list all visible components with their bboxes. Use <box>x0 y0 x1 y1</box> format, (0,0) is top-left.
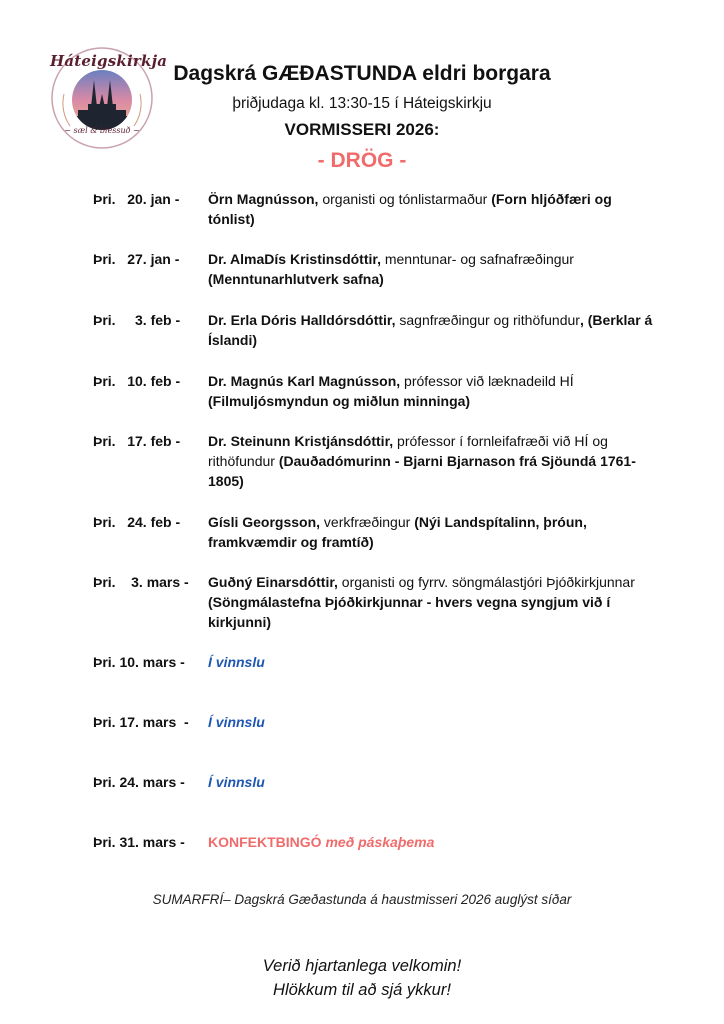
draft-label: - DRÖG - <box>317 149 407 172</box>
schedule-date: Þri. 24. feb - <box>93 514 181 530</box>
talk-topic: (Forn hljóðfæri og tónlist) <box>208 191 612 227</box>
schedule-item <box>93 431 653 491</box>
speaker-name: Guðný Einarsdóttir, <box>208 574 338 590</box>
logo-name: Háteigskirkja <box>50 52 168 70</box>
bingo-label: KONFEKTBINGÓ <box>208 834 326 850</box>
schedule-item <box>93 189 653 229</box>
speaker-role: organisti og tónlistarmaður <box>318 191 492 207</box>
speaker-role: sagnfræðingur og rithöfundur <box>395 312 580 328</box>
speaker-role: prófessor við læknadeild HÍ <box>400 373 574 389</box>
talk-topic: (Filmuljósmyndun og miðlun minninga) <box>208 393 471 409</box>
schedule-date: Þri. 3. mars - <box>93 574 189 590</box>
schedule-item <box>93 712 653 732</box>
bingo-theme: með páskaþema <box>325 834 435 850</box>
page-title: Dagskrá GÆÐASTUNDA eldri borgara <box>173 62 551 85</box>
talk-topic: (Söngmálastefna Þjóðkirkjunnar - hvers vegna syngjum við í kirkjunni) <box>208 594 611 630</box>
semester-heading: VORMISSERI 2026: <box>284 120 440 139</box>
speaker-name: Dr. Magnús Karl Magnússon, <box>208 373 401 389</box>
schedule-date: Þri. 10. feb - <box>93 373 181 389</box>
schedule-item <box>93 772 653 792</box>
speaker-role: prófessor í fornleifafræði við HÍ og rithöfundur <box>208 433 608 469</box>
speaker-name: Dr. Steinunn Kristjánsdóttir, <box>208 433 394 449</box>
schedule-date: Þri. 10. mars - <box>93 654 185 670</box>
closing-message <box>0 954 724 1002</box>
talk-topic: (Dauðadómurinn - Bjarni Bjarnason frá Sjöundá 1761-1805) <box>208 453 636 489</box>
schedule-date: Þri. 17. mars - <box>93 714 189 730</box>
talk-topic: (Nýi Landspítalinn, þróun, framkvæmdir og framtíð) <box>208 514 587 550</box>
schedule-item <box>93 512 653 552</box>
closing-line-2: Hlökkum til að sjá ykkur! <box>273 981 451 999</box>
schedule-item <box>93 832 653 852</box>
schedule-item <box>93 310 653 350</box>
closing-line-1: Verið hjartanlega velkomin! <box>262 957 462 975</box>
schedule-item <box>93 652 653 672</box>
talk-topic: , (Berklar á Íslandi) <box>208 312 653 348</box>
schedule-date: Þri. 17. feb - <box>93 433 181 449</box>
summer-break-note: SUMARFRÍ– Dagskrá Gæðastunda á haustmisseri 2026 auglýst síðar <box>152 892 572 907</box>
church-logo <box>50 46 168 150</box>
in-progress-label: Í vinnslu <box>208 774 265 790</box>
schedule-date: Þri. 20. jan - <box>93 191 180 207</box>
speaker-name: Dr. AlmaDís Kristinsdóttir, <box>208 251 381 267</box>
in-progress-label: Í vinnslu <box>208 714 265 730</box>
logo-tagline: ~ sæl & blessuð ~ <box>64 126 140 135</box>
schedule-date: Þri. 31. mars - <box>93 834 185 850</box>
schedule-item <box>93 371 653 411</box>
speaker-name: Dr. Erla Dóris Halldórsdóttir, <box>208 312 396 328</box>
speaker-role: organisti og fyrrv. söngmálastjóri Þjóðkirkjunnar <box>337 574 635 590</box>
speaker-name: Gísli Georgsson, <box>208 514 321 530</box>
schedule-date: Þri. 27. jan - <box>93 251 180 267</box>
speaker-role: menntunar- og safnafræðingur <box>380 251 574 267</box>
speaker-role: verkfræðingur <box>320 514 415 530</box>
schedule-date: Þri. 3. feb - <box>93 312 181 328</box>
in-progress-label: Í vinnslu <box>208 654 265 670</box>
schedule-date: Þri. 24. mars - <box>93 774 185 790</box>
talk-topic: (Menntunarhlutverk safna) <box>208 271 384 287</box>
schedule-item <box>93 249 653 289</box>
speaker-name: Örn Magnússon, <box>208 191 319 207</box>
schedule-item <box>93 572 653 632</box>
page-subtitle: þriðjudaga kl. 13:30-15 í Háteigskirkju <box>232 95 492 112</box>
